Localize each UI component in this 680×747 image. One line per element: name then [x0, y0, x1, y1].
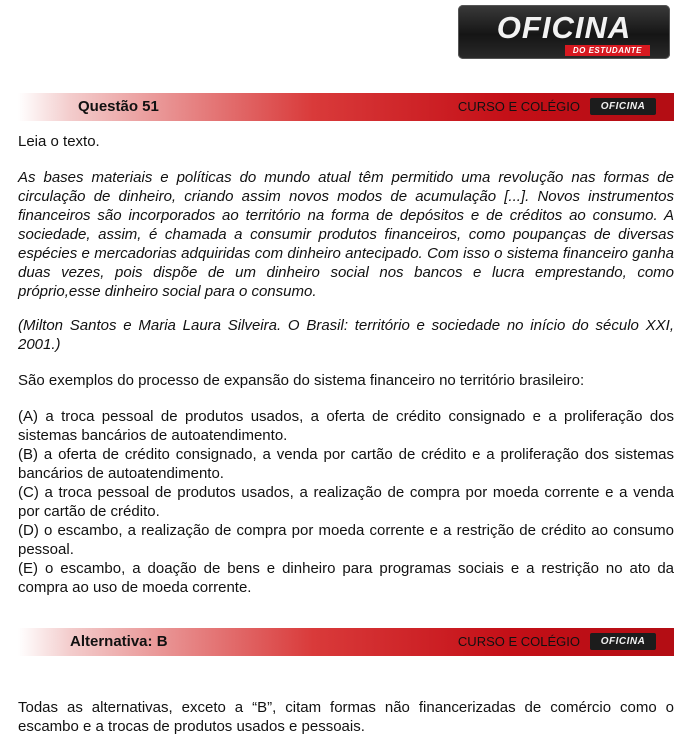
question-prompt: São exemplos do processo de expansão do sistema financeiro no território brasileiro:	[18, 372, 585, 389]
answer-options	[18, 407, 674, 597]
course-label: CURSO E COLÉGIO	[457, 634, 580, 649]
logo-text: OFICINA	[496, 10, 632, 45]
oficina-mini-logo: OFICINA	[590, 98, 656, 115]
question-intro: Leia o texto.	[18, 133, 100, 150]
option-e: (E) o escambo, a doação de bens e dinheiro para programas sociais e a restrição no ato da compra ao uso de moeda corrente.	[18, 560, 674, 596]
answer-header-bar	[18, 628, 674, 656]
question-passage: As bases materiais e políticas do mundo atual têm permitido uma revolução nas formas de circulação de dinheiro, criando assim novos modos de acumulação [...]. Novos instrumentos financeiros são incorporados ao território na forma de depósitos e de créditos ao consumo. A sociedade, assim, é chamada a consumir produtos financeiros, como poupanças de diversas espécies e mercadorias adquiridas com dinheiro antecipado. Com isso o sistema financeiro ganha duas vezes, pois dispõe de um dinheiro social nos bancos e lucra emprestando, como próprio,esse dinheiro social para o consumo.	[18, 169, 674, 300]
option-a: (A) a troca pessoal de produtos usados, a oferta de crédito consignado e a proliferação dos sistemas bancários de autoatendimento.	[18, 408, 674, 444]
option-b: (B) a oferta de crédito consignado, a venda por cartão de crédito e a proliferação dos sistemas bancários de autoatendimento.	[18, 446, 674, 482]
answer-explanation: Todas as alternativas, exceto a “B”, citam formas não financerizadas de comércio como o escambo e a trocas de produtos usados e pessoais.	[18, 699, 674, 735]
answer-title: Alternativa: B	[70, 633, 168, 650]
option-c: (C) a troca pessoal de produtos usados, a realização de compra por moeda corrente e a venda por cartão de crédito.	[18, 484, 674, 520]
option-d: (D) o escambo, a realização de compra por moeda corrente e a restrição de crédito ao consumo pessoal.	[18, 522, 674, 558]
course-label: CURSO E COLÉGIO	[457, 99, 580, 114]
logo-subtext: DO ESTUDANTE	[565, 45, 650, 56]
question-header-bar	[18, 93, 674, 121]
oficina-mini-logo: OFICINA	[590, 633, 656, 650]
passage-citation: (Milton Santos e Maria Laura Silveira. O Brasil: território e sociedade no início do século XXI, 2001.)	[18, 317, 674, 353]
question-title: Questão 51	[78, 98, 159, 115]
oficina-logo	[458, 5, 670, 59]
